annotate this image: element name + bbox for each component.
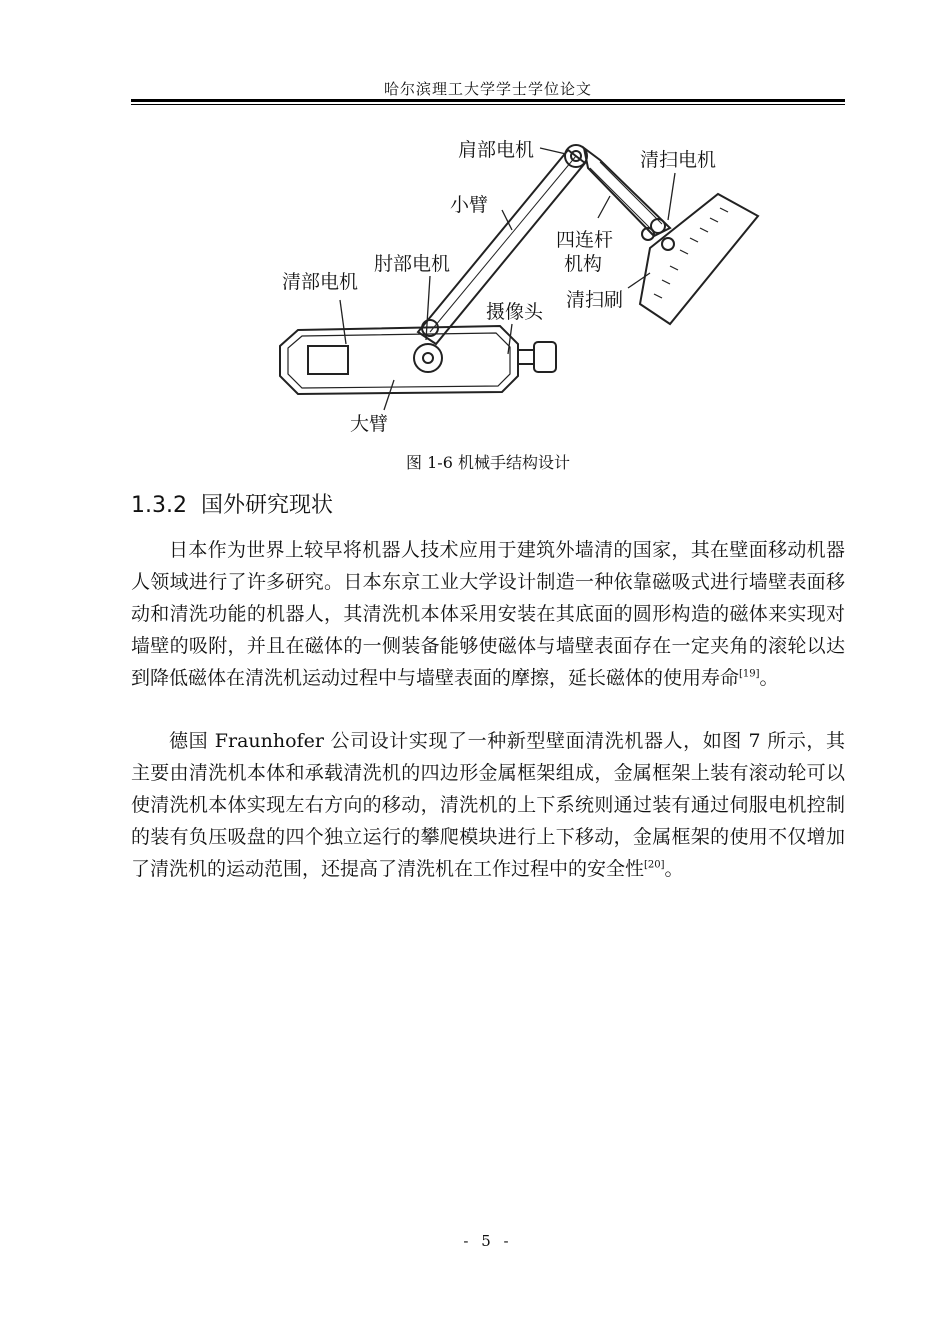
clean-motor-box — [308, 346, 348, 374]
label-four-bar: 四连杆 — [556, 229, 614, 251]
paragraph-1-end: 。 — [759, 667, 779, 689]
section-heading — [131, 488, 333, 519]
figure-caption: 图 1-6 机械手结构设计 — [406, 453, 570, 472]
paragraph-2 — [131, 725, 845, 885]
header-rule-thin — [131, 104, 845, 105]
label-elbow-motor: 肘部电机 — [374, 253, 451, 275]
label-sweep-motor: 清扫电机 — [640, 149, 717, 171]
camera-shaft — [518, 350, 534, 364]
camera-body — [534, 342, 556, 372]
brush-head — [640, 194, 758, 324]
page-number: - 5 - — [463, 1232, 513, 1250]
label-forearm: 小臂 — [450, 194, 489, 216]
manipulator-figure — [250, 118, 770, 448]
paragraph-2-text: 德国 Fraunhofer 公司设计实现了一种新型壁面清洗机器人，如图 7 所示，其主要由清洗机本体和承载清洗机的四边形金属框架组成，金属框架上装有滚动轮可以使清洗机本体实现左右方向的移动，清洗机的上下系统则通过装有通过伺服电机控制的装有负压吸盘的四个独立运行的攀爬模块进行上下移动，金属框架的使用不仅增加了清洗机的运动范围，还提高了清洗机在工作过程中的安全性 — [131, 730, 845, 880]
running-header: 哈尔滨理工大学学士学位论文 — [383, 80, 592, 98]
label-mechanism: 机构 — [564, 253, 603, 275]
label-upper-arm: 大臂 — [350, 413, 389, 435]
label-clean-motor: 清部电机 — [282, 271, 359, 293]
label-shoulder-motor: 肩部电机 — [458, 139, 535, 161]
paragraph-1 — [131, 534, 845, 694]
header-rule-thick — [131, 99, 845, 102]
label-camera: 摄像头 — [486, 301, 544, 323]
citation-19[interactable]: [19] — [739, 668, 760, 680]
section-number: 1.3.2 — [131, 493, 187, 518]
elbow-motor-hub — [414, 344, 442, 372]
label-brush: 清扫刷 — [566, 289, 624, 311]
paragraph-1-text: 日本作为世界上较早将机器人技术应用于建筑外墙清的国家，其在壁面移动机器人领域进行了许多研究。日本东京工业大学设计制造一种依靠磁吸式进行墙壁表面移动和清洗功能的机器人，其清洗机本体采用安装在其底面的圆形构造的磁体来实现对墙壁的吸附，并且在磁体的一侧装备能够使磁体与墙壁表面存在一定夹角的滚轮以达到降低磁体在清洗机运动过程中与墙壁表面的摩擦，延长磁体的使用寿命 — [131, 539, 845, 689]
citation-20[interactable]: [20] — [644, 859, 665, 871]
section-title-text: 国外研究现状 — [200, 493, 333, 518]
paragraph-2-end: 。 — [664, 858, 684, 880]
upper-arm-inner — [288, 333, 510, 388]
